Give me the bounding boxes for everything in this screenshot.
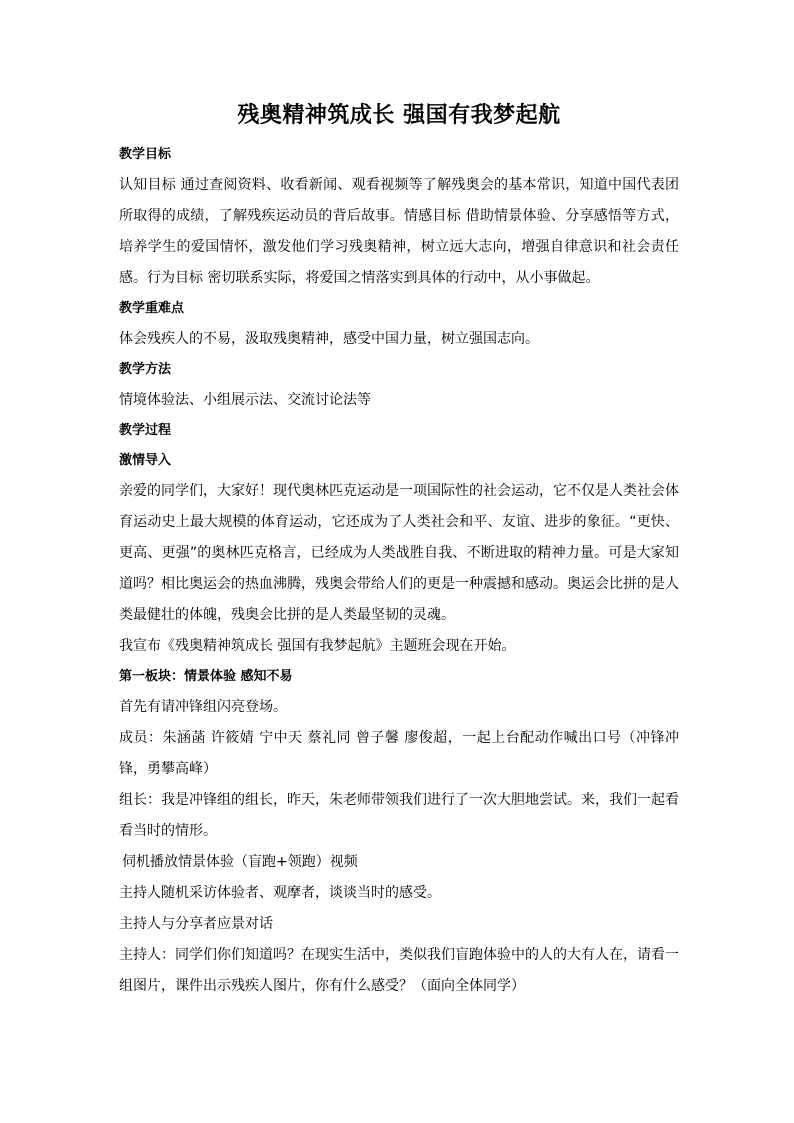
para-introduction: 亲爱的同学们，大家好！现代奥林匹克运动是一项国际性的社会运动，它不仅是人类社会体育运动史上最大规模的体育运动，它还成为了人类社会和平、友谊、进步的象征。“更快、更高、更强”的奥林匹克格言，已经成为人类战胜自我、不断进取的精神力量。可是大家知道吗？相比奥运会的热血沸腾，残奥会带给人们的更是一种震撼和感动。奥运会比拼的是人类最健壮的体魄，残奥会比拼的是人类最坚韧的灵魂。 <box>119 483 679 623</box>
heading-teaching-process: 教学过程 <box>119 423 172 438</box>
para-group-leader: 组长：我是冲锋组的组长，昨天，朱老师带领我们进行了一次大胆地尝试。来，我们一起看看当时的情形。 <box>119 792 679 839</box>
para-key-difficulties: 体会残疾人的不易，汲取残奥精神，感受中国力量，树立强国志向。 <box>119 331 539 347</box>
document-title: 残奥精神筑成长 强国有我梦起航 <box>237 103 561 128</box>
para-host-dialogue: 主持人与分享者应景对话 <box>119 916 273 932</box>
heading-introduction: 激情导入 <box>119 453 172 468</box>
para-teaching-goals: 认知目标 通过查阅资料、收看新闻、观看视频等了解残奥会的基本常识，知道中国代表团所取得的成绩，了解残疾运动员的背后故事。情感目标 借助情景体验、分享感悟等方式，培养学生的爱国情怀，激发他们学习残奥精神，树立远大志向，增强自律意识和社会责任感。行为目标 密切联系实际，将爱国之情落实到具体的行动中，从小事做起。 <box>119 177 679 286</box>
para-play-video: 伺机播放情景体验（盲跑+领跑）视频 <box>122 854 358 870</box>
para-host-question: 主持人：同学们你们知道吗？在现实生活中，类似我们盲跑体验中的人的大有人在，请看一组图片，课件出示残疾人图片，你有什么感受？（面向全体同学） <box>119 947 679 994</box>
document-page <box>119 100 679 1002</box>
heading-teaching-goals: 教学目标 <box>119 147 172 162</box>
para-announcement: 我宣布《残奥精神筑成长 强国有我梦起航》主题班会现在开始。 <box>119 638 516 654</box>
para-members: 成员：朱涵菡 许筱婧 宁中天 蔡礼同 曾子馨 廖俊超，一起上台配动作喊出口号（冲锋冲锋，勇攀高峰） <box>119 730 679 777</box>
heading-key-difficulties: 教学重难点 <box>119 301 185 316</box>
heading-section-one: 第一板块：情景体验 感知不易 <box>119 669 293 684</box>
para-host-interview: 主持人随机采访体验者、观摩者，谈谈当时的感受。 <box>119 885 441 901</box>
para-teaching-methods: 情境体验法、小组展示法、交流讨论法等 <box>119 392 371 408</box>
heading-teaching-methods: 教学方法 <box>119 362 172 377</box>
para-group-entrance: 首先有请冲锋组闪亮登场。 <box>119 699 287 715</box>
